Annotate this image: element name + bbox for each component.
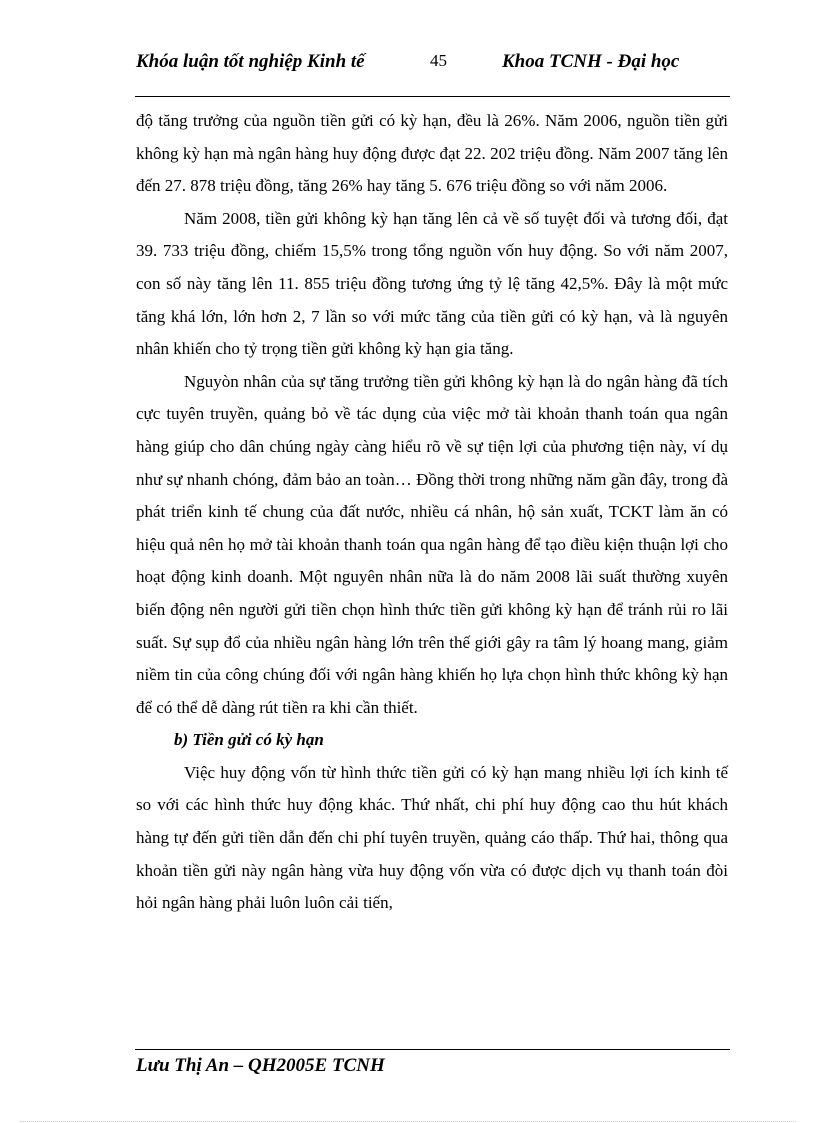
paragraph-term-deposits: Việc huy động vốn từ hình thức tiền gửi có kỳ hạn mang nhiều lợi ích kinh tế so với các hình thức huy động khác. Thứ nhất, chi phí huy động cao thu hút khách hàng tự đến gửi tiền dẫn đến chi phí tuyên truyền, quảng cáo thấp. Thứ hai, thông qua khoản tiền gửi này ngân hàng vừa huy động vốn vừa có được dịch vụ thanh toán đòi hỏi ngân hàng phải luôn luôn cải tiến, (136, 762, 728, 913)
paragraph-continuation: độ tăng trưởng của nguồn tiền gửi có kỳ hạn, đều là 26%. Năm 2006, nguồn tiền gửi không kỳ hạn mà ngân hàng huy động được đạt 22. 202 triệu đồng. Năm 2007 tăng lên đến 27. 878 triệu đồng, tăng 26% hay tăng 5. 676 triệu đồng so với năm 2006. (136, 111, 728, 196)
page-number: 45 (430, 51, 447, 70)
page-edge (20, 1121, 796, 1122)
paragraph-reasons: Nguyòn nhân của sự tăng trưởng tiền gửi không kỳ hạn là do ngân hàng đã tích cực tuyên truyền, quảng bỏ về tác dụng của việc mở tài khoản thanh toán qua ngân hàng giúp cho dân chúng ngày càng hiểu rõ về sự tiện lợi của phương tiện này, ví dụ như sự nhanh chóng, đảm bảo an toàn… Đồng thời trong những năm gần đây, trong đà phát triển kinh tế chung của đất nước, nhiều cá nhân, hộ sản xuất, TCKT làm ăn có hiệu quả nên họ mở tài khoản thanh toán qua ngân hàng để tạo điều kiện thuận lợi cho hoạt động kinh doanh. Một nguyên nhân nữa là do năm 2008 lãi suất thường xuyên biến động nên người gửi tiền chọn hình thức tiền gửi không kỳ hạn để tránh rủi ro lãi suất. Sự sụp đổ của nhiều ngân hàng lớn trên thế giới gây ra tâm lý hoang mang, giảm niềm tin của công chúng đối với ngân hàng khiến họ lựa chọn hình thức không kỳ hạn để có thể dễ dàng rút tiền ra khi cần thiết. (136, 371, 728, 717)
footer-author: Lưu Thị An – QH2005E TCNH (136, 1055, 385, 1076)
paragraph-2008: Năm 2008, tiền gửi không kỳ hạn tăng lên cả về số tuyệt đối và tương đối, đạt 39. 733 triệu đồng, chiếm 15,5% trong tổng nguồn vốn huy động. So với năm 2007, con số này tăng lên 11. 855 triệu đồng tương ứng tỷ lệ tăng 42,5%. Đây là một mức tăng khá lớn, lớn hơn 2, 7 lần so với mức tăng của tiền gửi có kỳ hạn, và là nguyên nhân khiến cho tỷ trọng tiền gửi không kỳ hạn gia tăng. (136, 208, 728, 359)
footer-divider (135, 1049, 730, 1050)
header-divider (135, 96, 730, 97)
document-body (136, 105, 728, 920)
header-right-title: Khoa TCNH - Đại học (502, 51, 680, 72)
section-heading: b) Tiền gửi có kỳ hạn (174, 730, 324, 750)
header-left-title: Khóa luận tốt nghiệp Kinh tế (136, 51, 365, 72)
